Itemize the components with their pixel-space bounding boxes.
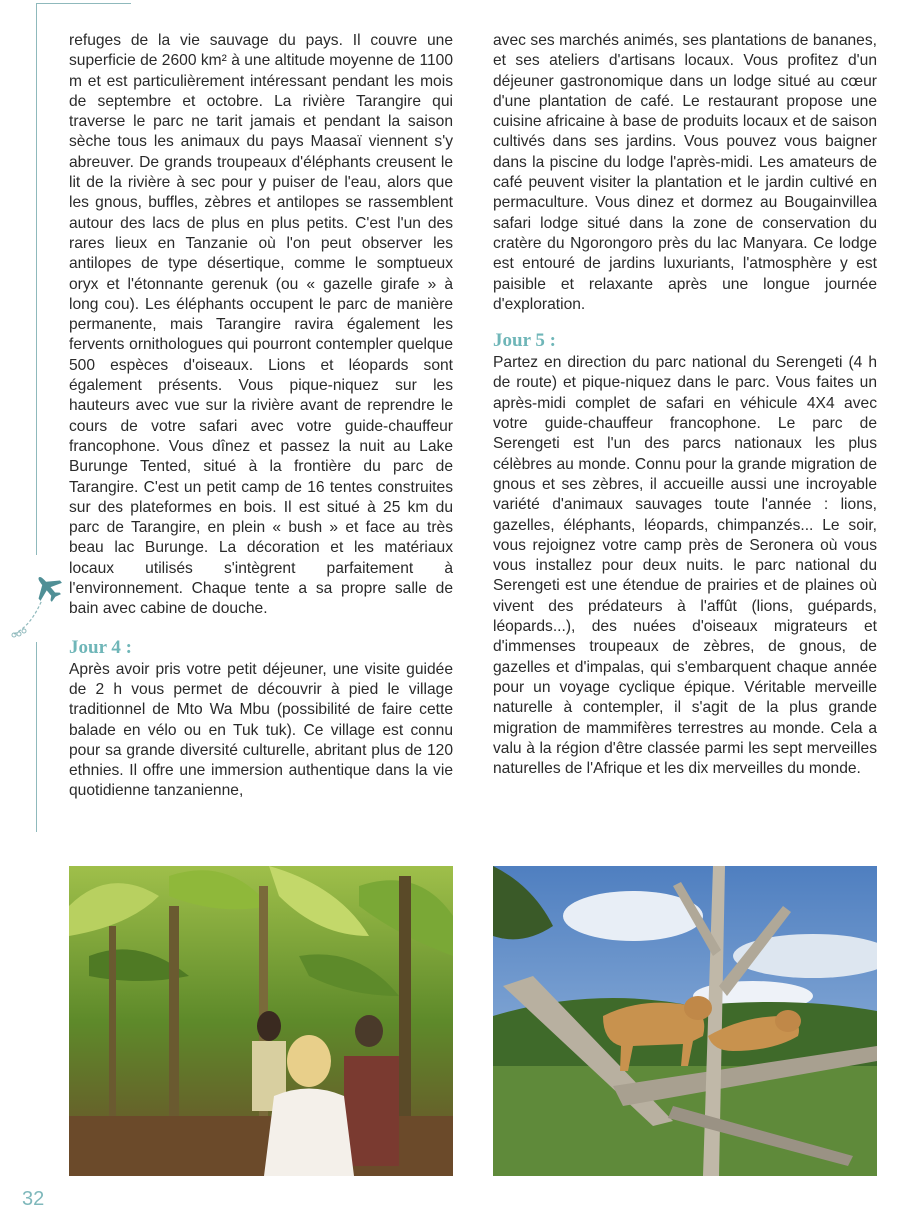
lions-in-tree-photo: [493, 866, 877, 1176]
airplane-icon: [4, 568, 66, 642]
banana-plantation-photo: [69, 866, 453, 1176]
decorative-rule-top: [36, 3, 131, 4]
left-column: [69, 31, 453, 802]
right-column: [493, 31, 877, 779]
jour-4-paragraph: Après avoir pris votre petit déjeuner, une visite guidée de 2 h vous permet de découvrir à pied le village traditionnel de Mto Wa Mbu (possibilité de faire cette balade en vélo ou en Tuk tuk). Ce village est connu pour sa grande diversité culturelle, abritant plus de 120 ethnies. Il offre une immersion authentique dans la vie quotidienne tanzanienne,: [69, 660, 453, 800]
tarangire-paragraph: refuges de la vie sauvage du pays. Il couvre une superficie de 2600 km² à une altitude moyenne de 1100 m et est particulièrement intéressant pendant les mois de septembre et octobre. La rivière Tarangire qui traverse le parc ne tarit jamais et pendant la saison sèche tous les animaux du pays Maasaï viennent s'y abreuver. De grands troupeaux d'éléphants creusent le lit de la rivière à sec pour y puiser de l'eau, alors que les gnous, buffles, zèbres et antilopes se rassemblent autour des lacs de plus en plus petits. C'est l'un des rares lieux en Tanzanie où l'on peut observer les antilopes de type désertique, comme le somptueux oryx et l'étonnante gerenuk (ou « gazelle girafe » à long cou). Les éléphants occupent le parc de manière permanente, mais Tarangire ravira également les fervents ornithologues qui pourront contempler quelque 500 espèces d'oiseaux. Lions et léopards sont également présents. Vous pique-niquez sur les hauteurs avec vue sur la rivière avant de reprendre le cours de votre safari avec votre guide-chauffeur francophone. Vous dînez et passez la nuit au Lake Burunge Tented, situé à la frontière du parc de Tarangire. C'est un petit camp de 16 tentes construites sur des plateformes en bois. Il est situé à 25 km du parc de Tarangire, en plein « bush » et face au très beau lac Burunge. La décoration et les matériaux locaux utilisés s'intègrent parfaitement à l'environnement. Chaque tente a sa propre salle de bain avec cabine de douche.: [69, 32, 453, 618]
jour-4-heading: Jour 4 :: [69, 636, 132, 658]
jour-5-paragraph: Partez en direction du parc national du Serengeti (4 h de route) et pique-niquez dans le parc. Vous faites un après-midi complet de safari en véhicule 4X4 avec votre guide-chauffeur francophone. Le parc de Serengeti est l'un des parcs nationaux les plus célèbres au monde. Connu pour la grande migration de gnous et ses zèbres, il accueille aussi une incroyable variété d'animaux sauvages toute l'année : lions, gazelles, éléphants, léopards, chimpanzés... Le soir, vous rejoignez votre camp près de Seronera où vous vous installez pour deux nuits. le parc national du Serengeti est une étendue de prairies et de plaines où vivent des prédateurs à l'affût (lions, guépards, léopards...), des nuées d'oiseaux migrateurs et d'immenses troupeaux de zèbres, de gnous, de gazelles et d'impalas, qui s'embarquent chaque année pour un voyage cyclique épique. Véritable merveille naturelle à contempler, il s'agit de la plus grande migration de mammifères terrestres au monde. Cela a valu à la région d'être classée parmi les sept merveilles naturelles de l'Afrique et les dix merveilles du monde.: [493, 354, 877, 778]
page-number: 32: [22, 1188, 45, 1210]
decorative-rule-vertical: [36, 3, 37, 555]
jour-5-heading: Jour 5 :: [493, 330, 556, 352]
decorative-rule-vertical-lower: [36, 642, 37, 832]
mto-wa-mbu-paragraph: avec ses marchés animés, ses plantations de bananes, et ses ateliers d'artisans locaux. Vous profitez d'un déjeuner gastronomique dans un lodge situé au cœur d'une plantation de café. Le restaurant propose une cuisine africaine à base de produits locaux et de saison cultivés dans ses jardins. Vous pouvez vous baigner dans la piscine du lodge l'après-midi. Les amateurs de café peuvent visiter la plantation et le jardin cultivé en permaculture. Vous dinez et dormez au Bougainvillea safari lodge situé dans la zone de conservation du cratère du Ngorongoro près du lac Manyara. Ce lodge est entouré de jardins luxuriants, l'atmosphère y est paisible et relaxante après une longue journée d'exploration.: [493, 32, 877, 313]
